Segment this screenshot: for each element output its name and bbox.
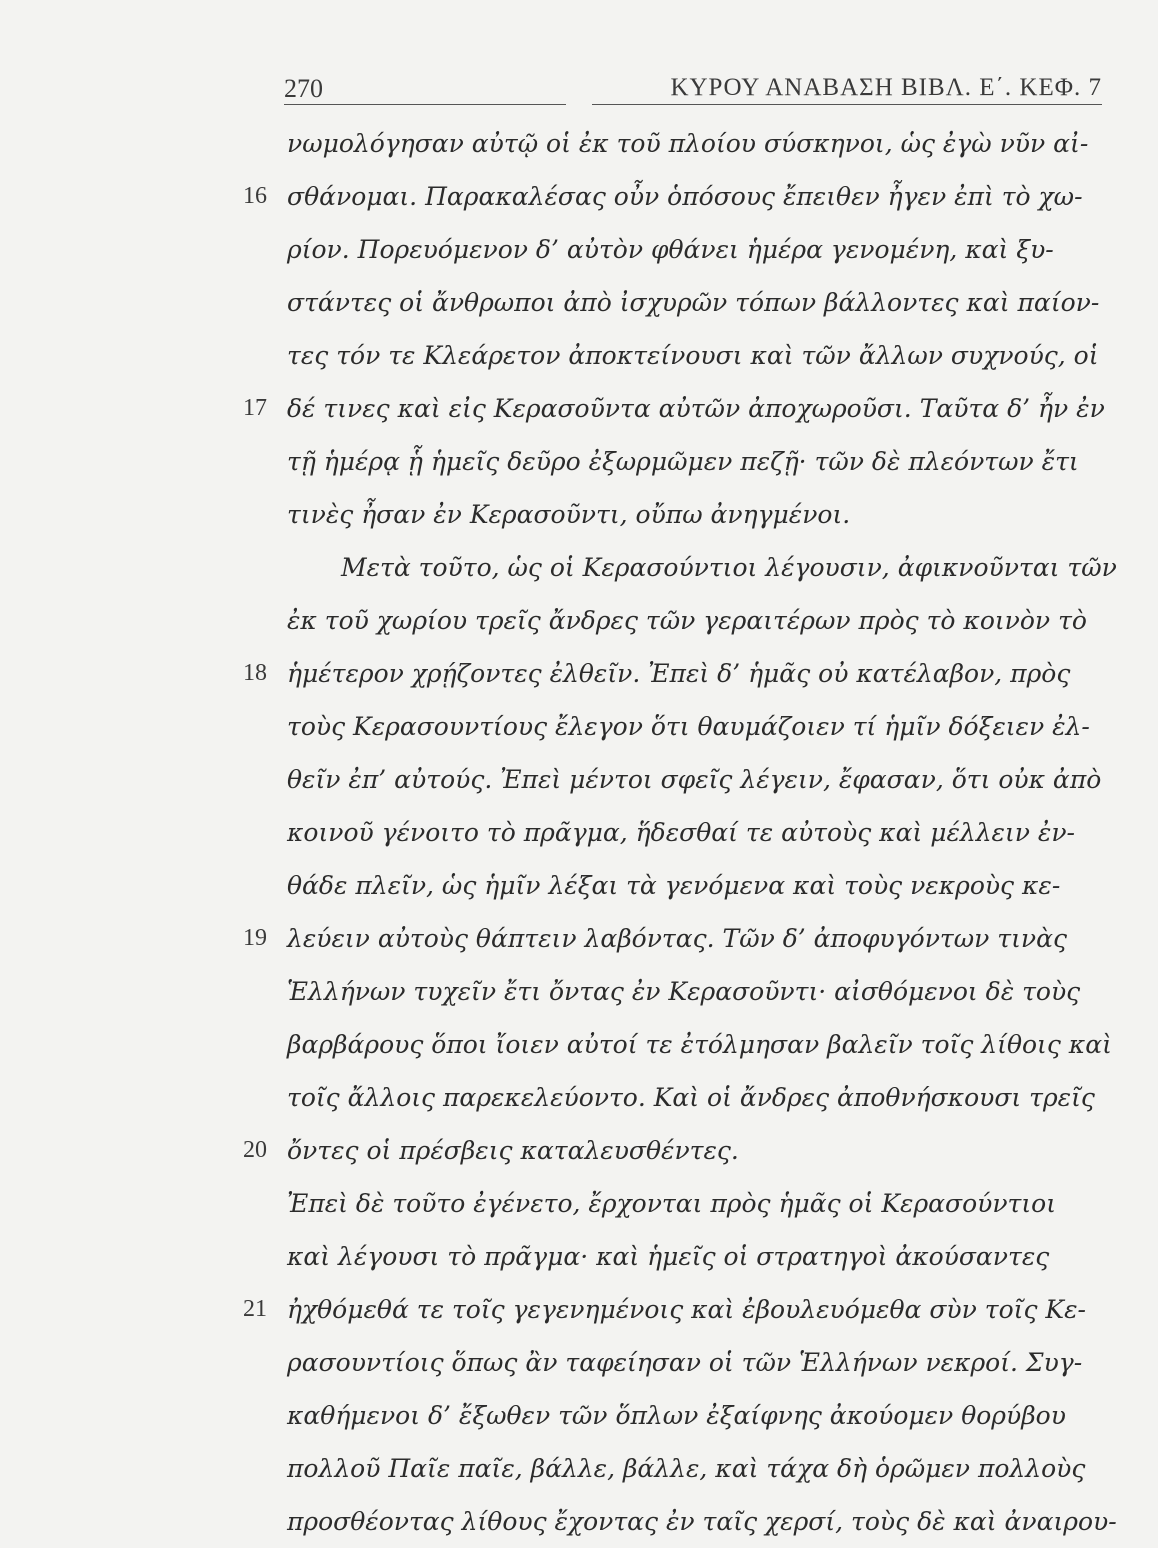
section-number-16: 16 [243, 183, 267, 209]
section-number-20: 20 [243, 1137, 267, 1163]
text-line: ὄντες οἱ πρέσβεις καταλευσθέντες. [287, 1136, 739, 1165]
text-line: καὶ λέγουσι τὸ πρᾶγμα· καὶ ἡμεῖς οἱ στρατηγοὶ ἀκούσαντες [287, 1242, 1050, 1271]
text-line: θεῖν ἐπ’ αὐτούς. Ἐπεὶ μέντοι σφεῖς λέγειν, ἔφασαν, ὅτι οὐκ ἀπὸ [287, 765, 1102, 794]
text-line: τοῖς ἄλλοις παρεκελεύοντο. Καὶ οἱ ἄνδρες ἀποθνήσκουσι τρεῖς [287, 1083, 1095, 1112]
header-rule-left [284, 104, 566, 105]
text-line: πολλοῦ Παῖε παῖε, βάλλε, βάλλε, καὶ τάχα δὴ ὁρῶμεν πολλοὺς [287, 1454, 1086, 1483]
text-line: τῇ ἡμέρᾳ ᾗ ἡμεῖς δεῦρο ἐξωρμῶμεν πεζῇ· τῶν δὲ πλεόντων ἔτι [287, 447, 1079, 476]
body-text [287, 117, 1117, 1548]
text-line: ἡμέτερον χρῄζοντες ἐλθεῖν. Ἐπεὶ δ’ ἡμᾶς οὐ κατέλαβον, πρὸς [287, 659, 1071, 688]
text-line: προσθέοντας λίθους ἔχοντας ἐν ταῖς χερσί, τοὺς δὲ καὶ ἀναιρου- [287, 1507, 1117, 1536]
section-number-21: 21 [243, 1296, 267, 1322]
text-line: θάδε πλεῖν, ὡς ἡμῖν λέξαι τὰ γενόμενα καὶ τοὺς νεκροὺς κε- [287, 871, 1061, 900]
section-number-17: 17 [243, 395, 267, 421]
text-line: Ἐπεὶ δὲ τοῦτο ἐγένετο, ἔρχονται πρὸς ἡμᾶς οἱ Κερασούντιοι [287, 1189, 1057, 1218]
section-number-18: 18 [243, 660, 267, 686]
text-line: δέ τινες καὶ εἰς Κερασοῦντα αὐτῶν ἀποχωροῦσι. Ταῦτα δ’ ἦν ἐν [287, 394, 1105, 423]
text-line: ἐκ τοῦ χωρίου τρεῖς ἄνδρες τῶν γεραιτέρων πρὸς τὸ κοινὸν τὸ [287, 606, 1087, 635]
text-line: τινὲς ἦσαν ἐν Κερασοῦντι, οὔπω ἀνηγμένοι. [287, 500, 851, 529]
running-head: ΚΥΡΟΥ ΑΝΑΒΑΣΗ ΒΙΒΛ. Ε΄. ΚΕΦ. 7 [670, 74, 1102, 101]
text-line: κοινοῦ γένοιτο τὸ πρᾶγμα, ἥδεσθαί τε αὐτοὺς καὶ μέλλειν ἐν- [287, 818, 1075, 847]
text-line: ρασουντίοις ὅπως ἂν ταφείησαν οἱ τῶν Ἑλλήνων νεκροί. Συγ- [287, 1348, 1083, 1377]
text-line: Μετὰ τοῦτο, ὡς οἱ Κερασούντιοι λέγουσιν, ἀφικνοῦνται τῶν [341, 553, 1117, 582]
text-line: σθάνομαι. Παρακαλέσας οὖν ὁπόσους ἔπειθεν ἦγεν ἐπὶ τὸ χω- [287, 182, 1083, 211]
text-line: βαρβάρους ὅποι ἴοιεν αὐτοί τε ἐτόλμησαν βαλεῖν τοῖς λίθοις καὶ [287, 1030, 1112, 1059]
page-header [284, 64, 1102, 104]
text-line: στάντες οἱ ἄνθρωποι ἀπὸ ἰσχυρῶν τόπων βάλλοντες καὶ παίον- [287, 288, 1100, 317]
text-line: καθήμενοι δ’ ἔξωθεν τῶν ὅπλων ἐξαίφνης ἀκούομεν θορύβου [287, 1401, 1066, 1430]
text-line: νωμολόγησαν αὐτῷ οἱ ἐκ τοῦ πλοίου σύσκηνοι, ὡς ἐγὼ νῦν αἰ- [287, 129, 1089, 158]
section-number-19: 19 [243, 925, 267, 951]
page-number: 270 [284, 74, 323, 103]
text-line: ἠχθόμεθά τε τοῖς γεγενημένοις καὶ ἐβουλευόμεθα σὺν τοῖς Κε- [287, 1295, 1086, 1324]
text-line: ρίον. Πορευόμενον δ’ αὐτὸν φθάνει ἡμέρα γενομένη, καὶ ξυ- [287, 235, 1054, 264]
header-rule-right [592, 104, 1102, 105]
text-line: Ἑλλήνων τυχεῖν ἔτι ὄντας ἐν Κερασοῦντι· αἰσθόμενοι δὲ τοὺς [287, 977, 1081, 1006]
text-line: λεύειν αὐτοὺς θάπτειν λαβόντας. Τῶν δ’ ἀποφυγόντων τινὰς [287, 924, 1068, 953]
text-line: τοὺς Κερασουντίους ἔλεγον ὅτι θαυμάζοιεν τί ἡμῖν δόξειεν ἐλ- [287, 712, 1090, 741]
text-line: τες τόν τε Κλεάρετον ἀποκτείνουσι καὶ τῶν ἄλλων συχνούς, οἱ [287, 341, 1099, 370]
